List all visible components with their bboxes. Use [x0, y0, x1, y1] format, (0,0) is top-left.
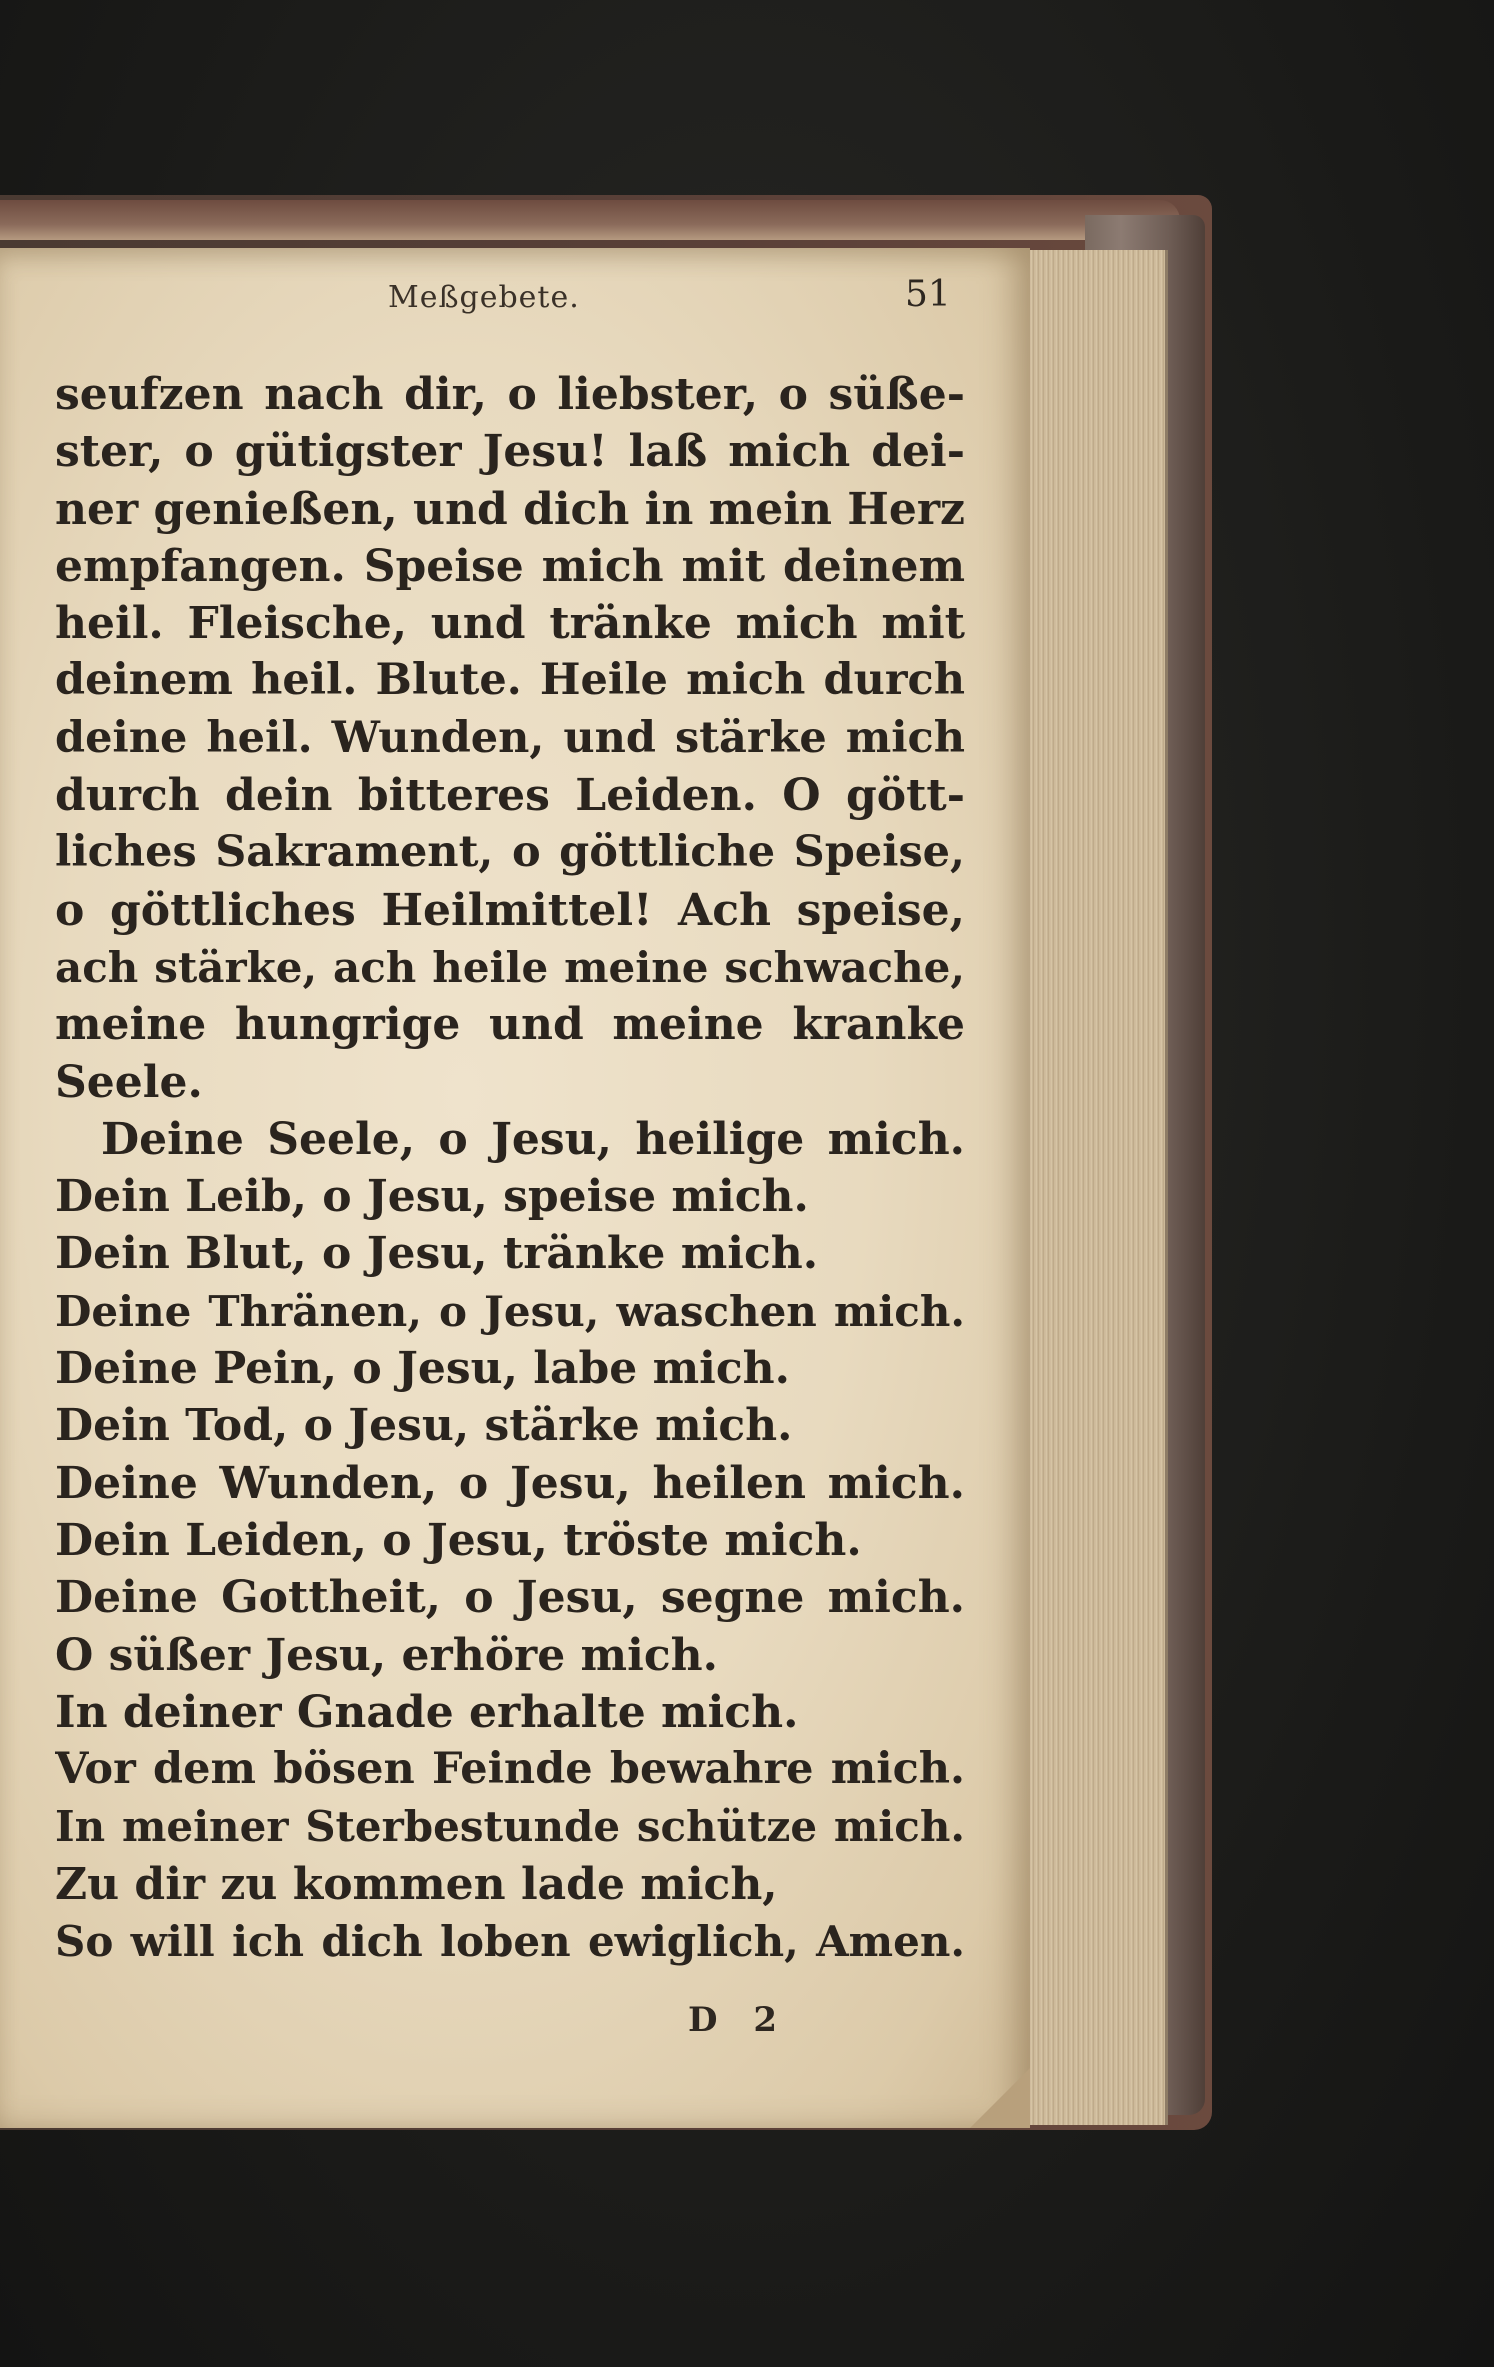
- running-head: Meßgebete.: [388, 280, 580, 315]
- litany-line: Deine Thränen, o Jesu, waschen mich.: [55, 1286, 965, 1336]
- litany-line: Zu dir zu kommen lade mich,: [55, 1858, 778, 1910]
- litany-line: Dein Tod, o Jesu, stärke mich.: [55, 1400, 793, 1452]
- litany-line: In meiner Sterbestunde schütze mich.: [55, 1802, 965, 1852]
- litany-line: O süßer Jesu, erhöre mich.: [55, 1629, 718, 1681]
- litany-line: Dein Leiden, o Jesu, tröste mich.: [55, 1514, 862, 1566]
- page-number: 51: [905, 274, 951, 315]
- litany-line: So will ich dich loben ewiglich, Amen.: [55, 1917, 965, 1967]
- book-cover-top-edge: [0, 200, 1180, 240]
- text-line: o göttliches Heilmittel! Ach speise,: [55, 884, 965, 936]
- litany-line: Deine Seele, o Jesu, heilige mich.: [101, 1113, 965, 1165]
- text-line: deine heil. Wunden, und stärke mich: [55, 712, 965, 763]
- litany-line: Deine Gottheit, o Jesu, segne mich.: [55, 1572, 965, 1624]
- text-line: deinem heil. Blute. Heile mich durch: [55, 655, 965, 706]
- text-line: ster, o gütigster Jesu! laß mich dei-: [55, 426, 965, 478]
- text-line: ner genießen, und dich in mein Herz: [55, 483, 965, 535]
- litany-line: Deine Wunden, o Jesu, heilen mich.: [55, 1457, 965, 1509]
- text-line: liches Sakrament, o göttliche Speise,: [55, 827, 965, 878]
- litany-line: Dein Blut, o Jesu, tränke mich.: [55, 1228, 819, 1280]
- litany-line: Dein Leib, o Jesu, speise mich.: [55, 1171, 809, 1223]
- text-line: durch dein bitteres Leiden. O gött-: [55, 770, 965, 822]
- text-line: Seele.: [55, 1056, 203, 1108]
- printer-signature: D 2: [688, 2000, 789, 2040]
- text-line: heil. Fleische, und tränke mich mit: [55, 598, 965, 650]
- text-line: meine hungrige und meine kranke: [55, 999, 965, 1051]
- book-page: [0, 248, 1030, 2128]
- text-line: seufzen nach dir, o liebster, o süße-: [55, 369, 965, 420]
- page-block-edges: [1015, 250, 1168, 2125]
- litany-line: Vor dem bösen Feinde bewahre mich.: [55, 1744, 965, 1795]
- litany-line: Deine Pein, o Jesu, labe mich.: [55, 1343, 790, 1395]
- litany-line: In deiner Gnade erhalte mich.: [55, 1686, 799, 1738]
- page-corner-fold: [970, 2068, 1030, 2128]
- page-text: [55, 366, 965, 1970]
- text-line: ach stärke, ach heile meine schwache,: [55, 942, 965, 992]
- text-line: empfangen. Speise mich mit deinem: [55, 540, 965, 592]
